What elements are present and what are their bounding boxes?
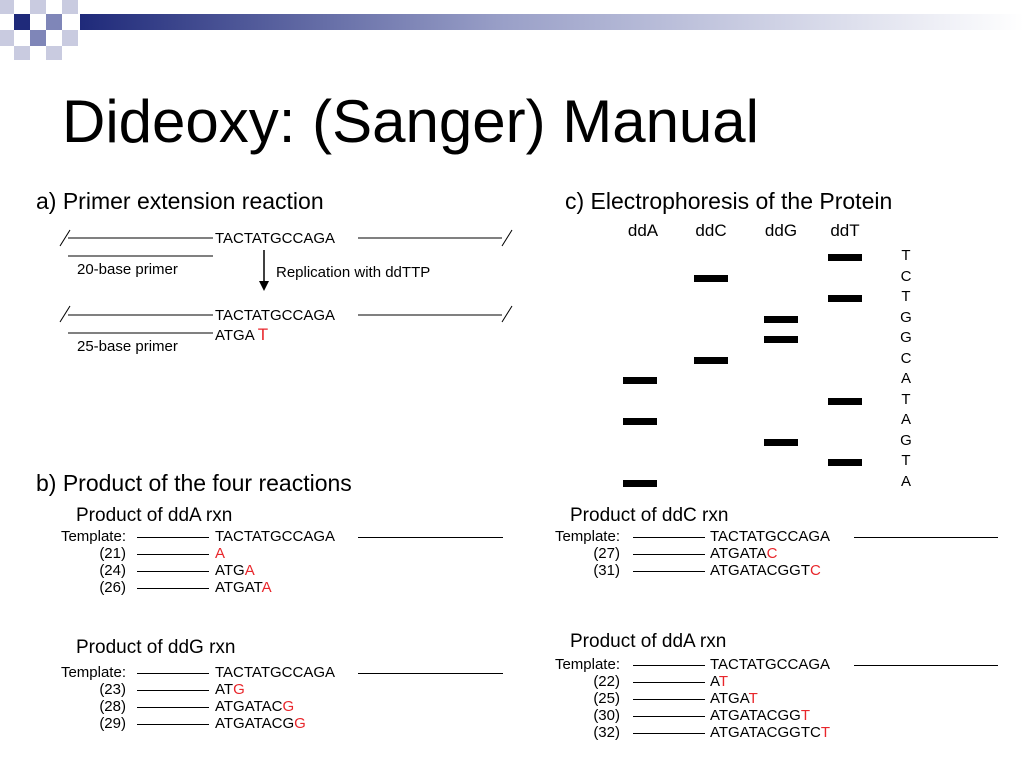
- gel-band: [764, 336, 798, 343]
- lane-label-ddc: ddC: [695, 221, 727, 240]
- primer-line: [137, 724, 209, 725]
- primer-line: [137, 554, 209, 555]
- fragment-seq: [215, 682, 245, 697]
- primer-line: [137, 707, 209, 708]
- fragment-length: (28): [99, 698, 126, 715]
- fragment-length: (25): [593, 690, 620, 707]
- gel-band: [623, 377, 657, 384]
- lane-label-ddt: ddT: [830, 221, 860, 240]
- readout-nucleotide: T: [901, 452, 911, 469]
- fragment-seq-black: ATGATACGGT: [710, 562, 810, 579]
- readout-nucleotide: G: [900, 308, 912, 326]
- readout-nucleotide: G: [900, 329, 912, 346]
- readout-nucleotide: T: [901, 247, 911, 264]
- template-line-right: [854, 537, 998, 538]
- readout-nucleotide: A: [900, 370, 911, 387]
- fragment-length: (24): [99, 562, 126, 579]
- primer-25-label: 25-base primer: [77, 338, 178, 355]
- template-label: Template:: [554, 656, 620, 673]
- fragment-seq-black: ATGATACGGTC: [710, 724, 821, 741]
- product-group-title: Product of ddA rxn: [76, 505, 233, 526]
- readout-nucleotide: C: [900, 349, 912, 367]
- terminating-nucleotide: T: [748, 690, 758, 707]
- primer-line: [633, 699, 705, 700]
- lane-label-dda: ddA: [627, 221, 659, 240]
- section-c-heading: c) Electrophoresis of the Protein: [565, 188, 893, 214]
- gel-band: [828, 459, 862, 466]
- terminating-nucleotide: A: [244, 562, 255, 579]
- template-label: Template:: [60, 664, 126, 681]
- template-line-left: [633, 537, 705, 538]
- gel-band: [694, 275, 728, 282]
- primer-line: [137, 588, 209, 589]
- template-seq: TACTATGCCAGA: [710, 528, 830, 545]
- terminating-nucleotide: C: [766, 545, 778, 562]
- gel-band: [828, 254, 862, 261]
- lane-label-ddg: ddG: [764, 221, 798, 240]
- replication-label: Replication with ddTTP: [276, 264, 431, 281]
- fragment-seq-black: ATGATA: [710, 545, 767, 562]
- section-b-heading: b) Product of the four reactions: [36, 470, 352, 496]
- readout-nucleotide: C: [900, 267, 912, 285]
- template-line-left: [137, 673, 209, 674]
- terminating-nucleotide: T: [800, 707, 811, 724]
- terminating-nucleotide: G: [282, 698, 295, 715]
- fragment-seq: [710, 674, 728, 689]
- fragment-seq: [710, 563, 821, 578]
- fragment-seq-black: ATGA: [710, 690, 749, 707]
- page-title: Dideoxy: (Sanger) Manual: [62, 88, 760, 155]
- fragment-length: (32): [593, 724, 620, 741]
- gel-band: [828, 295, 862, 302]
- gel-band: [623, 418, 657, 425]
- template-line-left: [633, 665, 705, 666]
- fragment-seq: [710, 725, 830, 740]
- readout-nucleotide: T: [901, 390, 911, 408]
- primer-line: [633, 571, 705, 572]
- template-seq: TACTATGCCAGA: [215, 528, 335, 545]
- fragment-seq-black: AT: [215, 681, 234, 698]
- extension-seq: ATGA T: [215, 325, 269, 344]
- gel-band: [828, 398, 862, 405]
- fragment-seq: [215, 546, 225, 561]
- gel-band: [764, 439, 798, 446]
- readout-nucleotide: A: [900, 472, 911, 490]
- fragment-seq: [710, 708, 810, 723]
- gel-band: [764, 316, 798, 323]
- primer-line: [137, 571, 209, 572]
- fragment-length: (31): [593, 562, 620, 579]
- fragment-length: (27): [593, 545, 620, 562]
- fragment-seq-black: ATGATACGG: [710, 707, 801, 724]
- product-group-title: Product of ddG rxn: [76, 637, 236, 658]
- section-a-heading: a) Primer extension reaction: [36, 188, 324, 214]
- template-seq: TACTATGCCAGA: [710, 656, 830, 673]
- gel-band: [623, 480, 657, 487]
- primer-line: [633, 682, 705, 683]
- fragment-seq: [215, 563, 255, 578]
- primer-line: [137, 690, 209, 691]
- fragment-length: (30): [593, 707, 620, 724]
- top-template-seq: TACTATGCCAGA: [215, 230, 335, 247]
- fragment-seq: [215, 699, 294, 714]
- terminating-nucleotide: C: [810, 562, 821, 579]
- gel-band: [694, 357, 728, 364]
- readout-nucleotide: A: [900, 411, 911, 428]
- terminating-nucleotide: A: [215, 545, 226, 562]
- terminating-nucleotide: G: [233, 681, 245, 698]
- terminating-nucleotide: G: [294, 715, 306, 732]
- fragment-seq: [710, 546, 778, 561]
- bottom-template-seq: TACTATGCCAGA: [215, 307, 335, 324]
- primer-line: [633, 716, 705, 717]
- primer-line: [633, 554, 705, 555]
- template-line-right: [854, 665, 998, 666]
- template-line-right: [358, 673, 503, 674]
- template-label: Template:: [60, 528, 126, 545]
- readout-nucleotide: T: [901, 288, 911, 305]
- fragment-seq-black: ATGATACG: [215, 715, 295, 732]
- template-seq: TACTATGCCAGA: [215, 664, 335, 681]
- template-line-left: [137, 537, 209, 538]
- fragment-seq-black: A: [710, 673, 719, 690]
- template-label: Template:: [554, 528, 620, 545]
- fragment-seq: [215, 716, 306, 731]
- fragment-seq-black: ATGAT: [215, 579, 262, 596]
- primer-line: [633, 733, 705, 734]
- fragment-length: (29): [99, 715, 126, 732]
- readout-nucleotide: G: [900, 431, 912, 449]
- fragment-seq: [215, 580, 272, 595]
- terminating-nucleotide: T: [820, 724, 831, 741]
- fragment-seq-black: ATG: [215, 562, 245, 579]
- fragment-seq-black: ATGATAC: [215, 698, 283, 715]
- fragment-length: (26): [99, 579, 126, 596]
- primer-20-label: 20-base primer: [77, 261, 178, 278]
- fragment-length: (22): [593, 673, 620, 690]
- fragment-length: (23): [99, 681, 126, 698]
- template-line-right: [358, 537, 503, 538]
- terminating-nucleotide: A: [261, 579, 272, 596]
- product-group-title: Product of ddA rxn: [570, 631, 727, 652]
- product-group-title: Product of ddC rxn: [570, 505, 729, 526]
- fragment-seq: [710, 691, 758, 706]
- fragment-length: (21): [99, 545, 126, 562]
- terminating-nucleotide: T: [718, 673, 729, 690]
